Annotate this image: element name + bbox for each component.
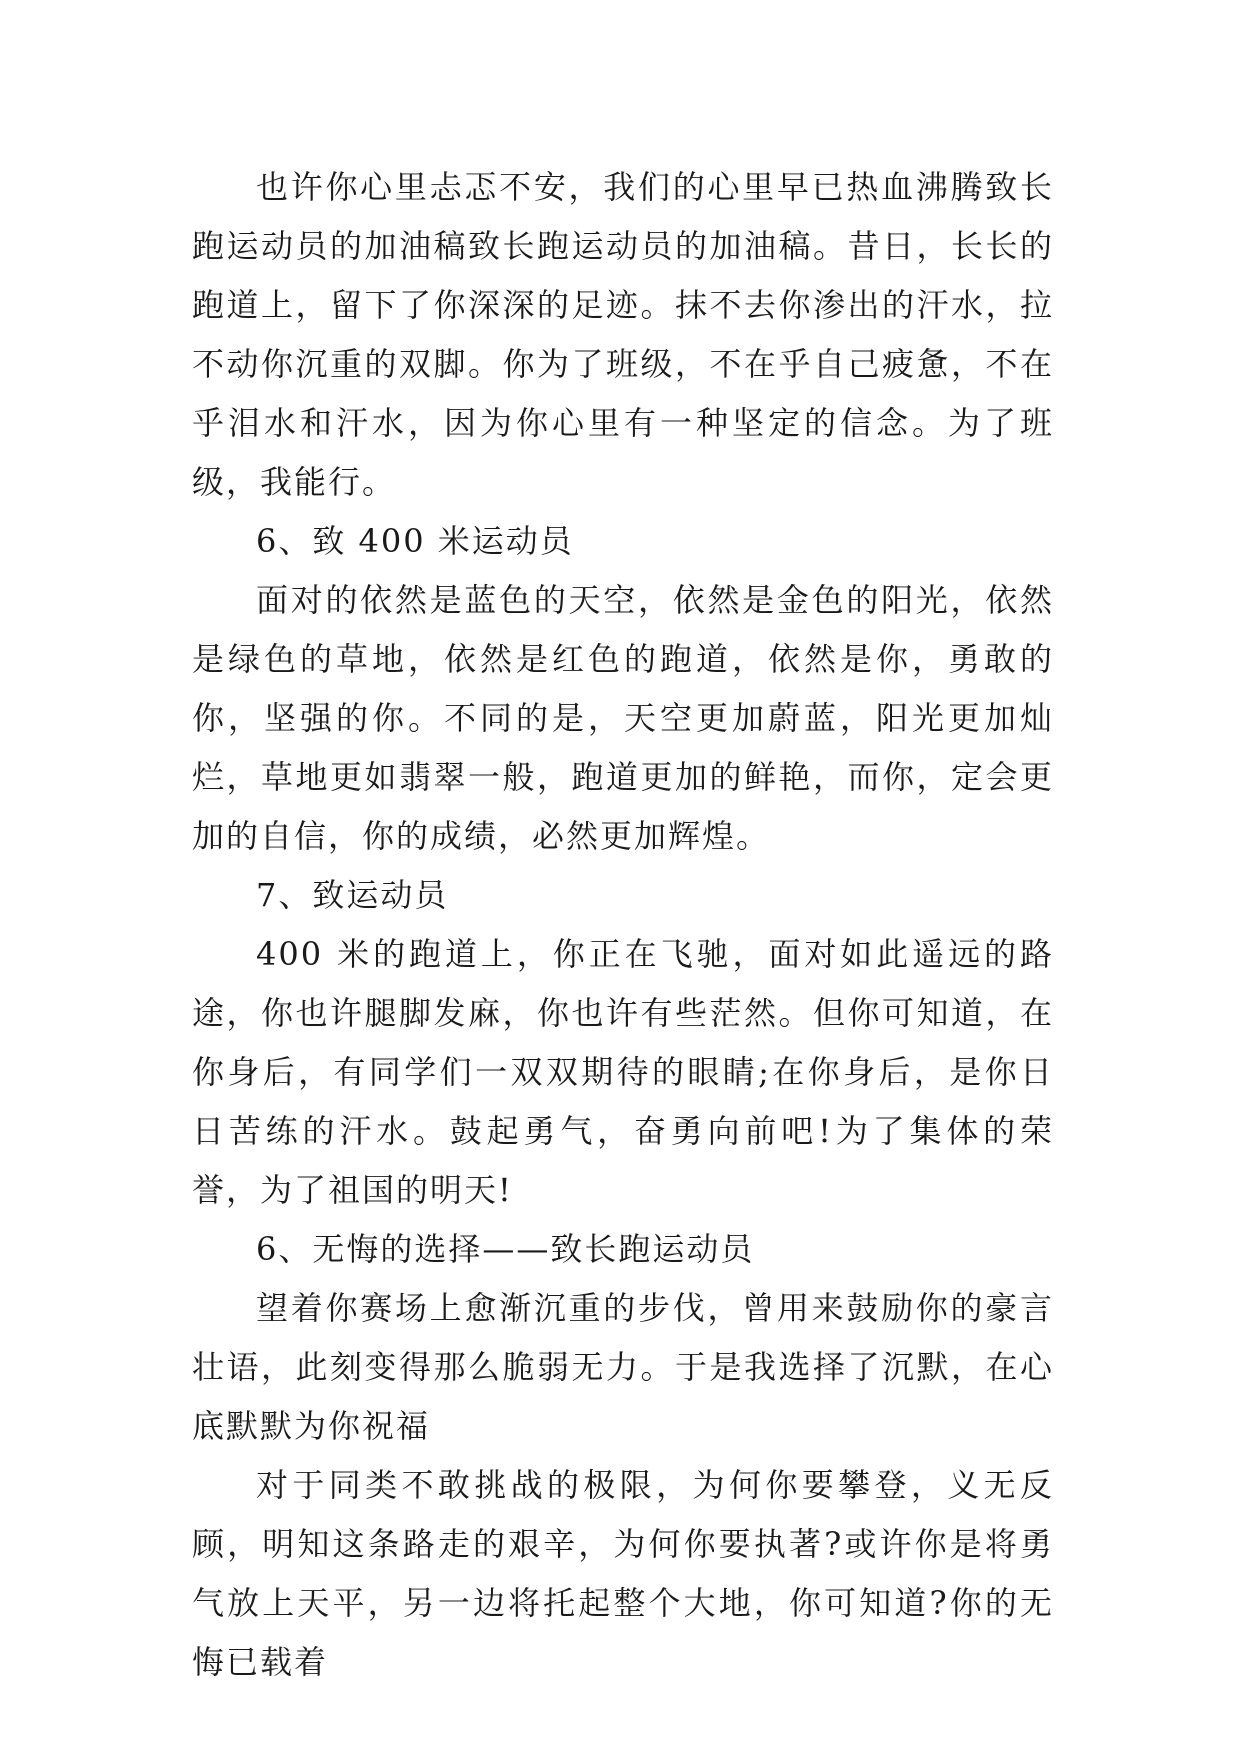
paragraph-no-regret-1: 望着你赛场上愈渐沉重的步伐，曾用来鼓励你的豪言壮语，此刻变得那么脆弱无力。于是我选择了沉默，在心底默默为你祝福 (192, 1289, 1054, 1445)
paragraph-400m-athlete: 面对的依然是蓝色的天空，依然是金色的阳光，依然是绿色的草地，依然是红色的跑道，依然是你，勇敢的你，坚强的你。不同的是，天空更加蔚蓝，阳光更加灿烂，草地更如翡翠一般，跑道更加的鲜艳，而你，定会更加的自信，你的成绩，必然更加辉煌。 (192, 581, 1054, 855)
paragraph-to-athlete: 400 米的跑道上，你正在飞驰，面对如此遥远的路途，你也许腿脚发麻，你也许有些茫然。但你可知道，在你身后，有同学们一双双期待的眼睛;在你身后，是你日日苦练的汗水。鼓起勇气，奋勇向前吧!为了集体的荣誉，为了祖国的明天! (192, 935, 1054, 1209)
document-body (192, 158, 1054, 1692)
paragraph-no-regret-2: 对于同类不敢挑战的极限，为何你要攀登，义无反顾，明知这条路走的艰辛，为何你要执著?或许你是将勇气放上天平，另一边将托起整个大地，你可知道?你的无悔已载着 (192, 1466, 1054, 1681)
heading-section-7-athlete: 7、致运动员 (256, 876, 449, 914)
heading-section-6-no-regret: 6、无悔的选择——致长跑运动员 (256, 1230, 755, 1268)
paragraph-encouragement-intro: 也许你心里忐忑不安，我们的心里早已热血沸腾致长跑运动员的加油稿致长跑运动员的加油稿。昔日，长长的跑道上，留下了你深深的足迹。抹不去你渗出的汗水，拉不动你沉重的双脚。你为了班级，不在乎自己疲惫，不在乎泪水和汗水，因为你心里有一种坚定的信念。为了班级，我能行。 (192, 168, 1054, 501)
heading-section-6-400m: 6、致 400 米运动员 (256, 522, 574, 560)
